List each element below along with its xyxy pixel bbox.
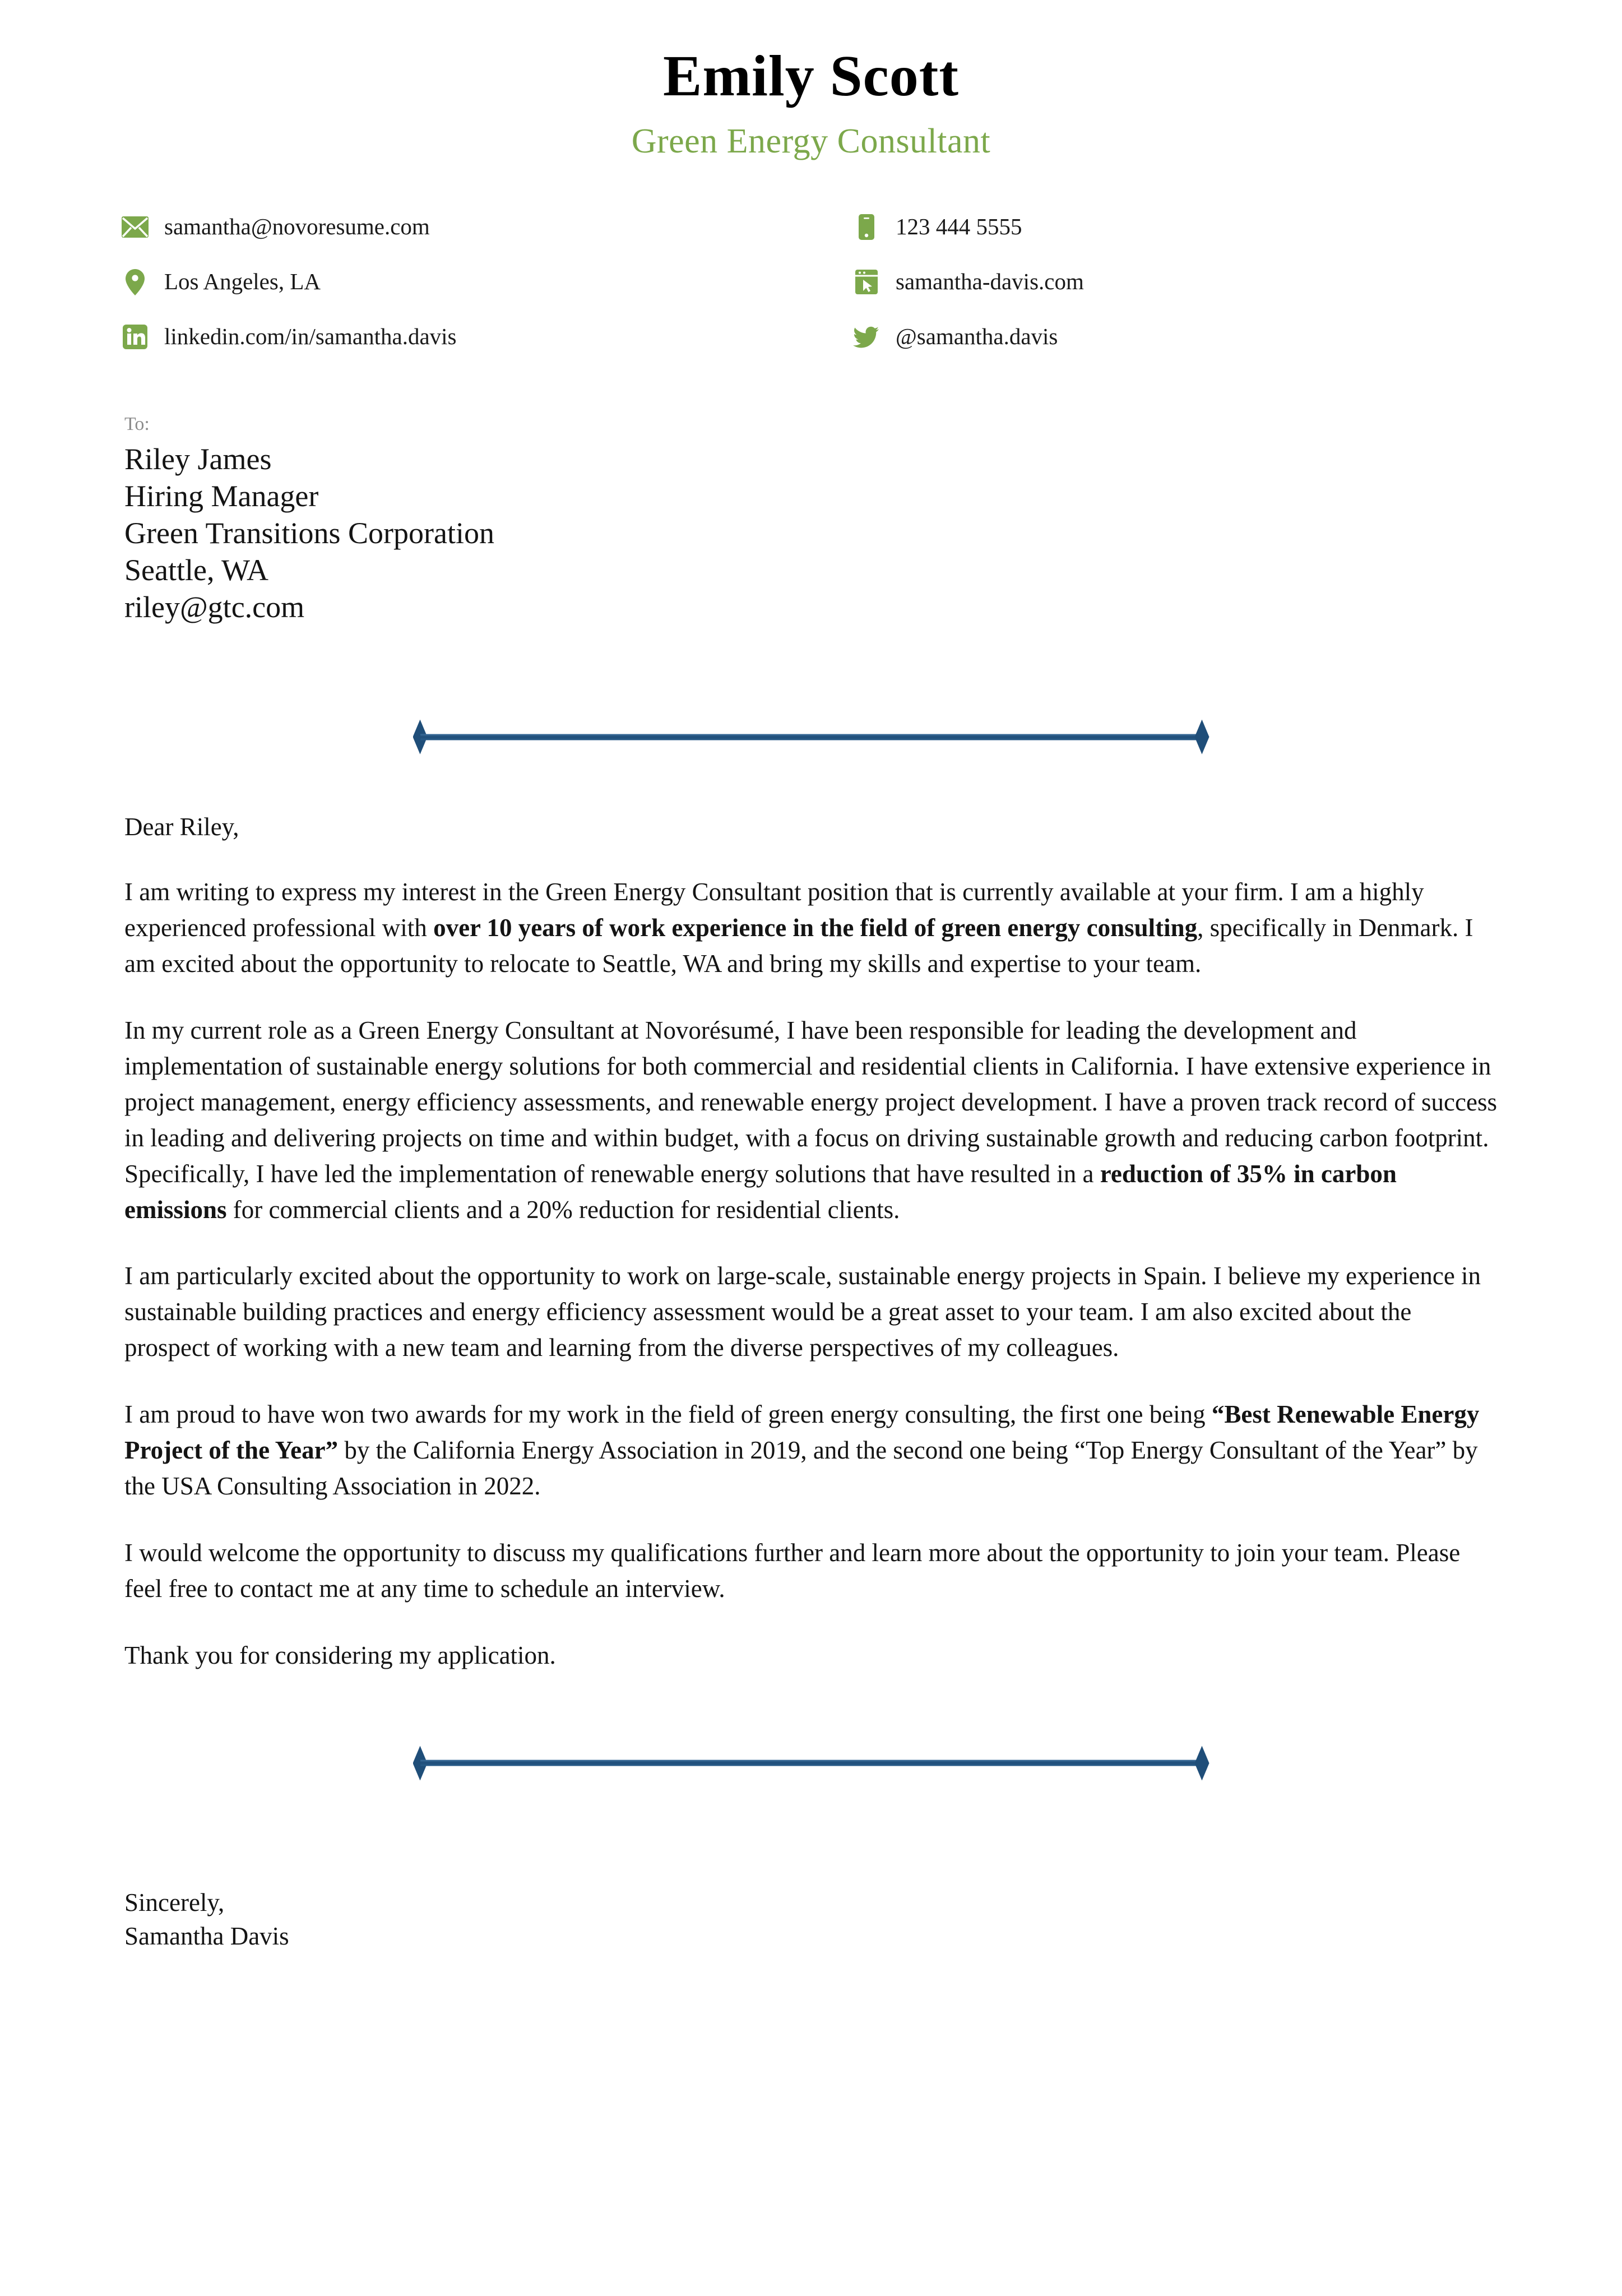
contact-item-linkedin[interactable]	[121, 319, 852, 355]
contact-phone-text: 123 444 5555	[896, 213, 1022, 239]
phone-icon	[852, 212, 881, 242]
letter-body	[0, 810, 1622, 1674]
paragraph-thanks: Thank you for considering my application.	[124, 1641, 556, 1669]
letter-header	[0, 0, 1622, 161]
contact-info	[0, 209, 1622, 355]
recipient-role: Hiring Manager	[124, 479, 319, 513]
recipient-location: Seattle, WA	[124, 553, 268, 587]
linkedin-icon	[121, 322, 150, 351]
location-pin-icon	[121, 267, 150, 297]
contact-linkedin-text: linkedin.com/in/samantha.davis	[164, 323, 457, 349]
divider-bar	[420, 734, 1202, 740]
contact-email-text: samantha@novoresume.com	[164, 213, 430, 239]
diamond-right-icon	[1195, 720, 1209, 754]
recipient-email: riley@gtc.com	[124, 590, 305, 624]
contact-location-text: Los Angeles, LA	[164, 268, 321, 294]
divider-bar	[420, 1760, 1202, 1766]
twitter-icon	[852, 322, 881, 351]
contact-website-text: samantha-davis.com	[896, 268, 1084, 294]
website-icon	[852, 267, 881, 297]
contact-item-twitter[interactable]	[852, 319, 1532, 355]
signature-closing: Sincerely,	[124, 1888, 225, 1917]
envelope-icon	[121, 212, 150, 242]
paragraph-experience: In my current role as a Green Energy Consultant at Novorésumé, I have been responsible for leading the development and implementation of sustainable energy solutions for both commercial and residential clients in California. I have extensive experience in project management, energy efficiency assessments, and renewable energy project development. I have a proven track record of success in leading and delivering projects on time and within budget, with a focus on driving sustainable growth and reducing carbon footprint. Specifically, I have led the implementation of renewable energy solutions that have resulted in a reduction of 35% in carbon emissions for commercial clients and a 20% reduction for residential clients.	[124, 1016, 1497, 1224]
contact-twitter-text: @samantha.davis	[896, 323, 1058, 349]
contact-item-website[interactable]	[852, 264, 1532, 300]
divider-top	[420, 720, 1202, 754]
recipient-block	[0, 413, 1622, 626]
paragraph-closing: I would welcome the opportunity to discuss my qualifications further and learn more about the opportunity to join your team. Please feel free to contact me at any time to schedule an interview.	[124, 1538, 1461, 1603]
divider-bottom	[420, 1746, 1202, 1780]
paragraph-intro: I am writing to express my interest in the Green Energy Consultant position that is currently available at your firm. I am a highly experienced professional with over 10 years of work experience in the field of green energy consulting, specifically in Denmark. I am excited about the opportunity to relocate to Seattle, WA and bring my skills and expertise to your team.	[124, 878, 1473, 978]
page-title: Emily Scott	[662, 44, 960, 108]
paragraph-awards: I am proud to have won two awards for my work in the field of green energy consulting, the first one being “Best Renewable Energy Project of the Year” by the California Energy Association in 2019, and the second one being “Top Energy Consultant of the Year” by the USA Consulting Association in 2022.	[124, 1400, 1480, 1500]
signature-name: Samantha Davis	[124, 1922, 289, 1950]
recipient-name: Riley James	[124, 442, 272, 476]
contact-item-email[interactable]	[121, 209, 852, 245]
signature-block	[0, 1886, 1622, 1953]
contact-item-location[interactable]	[121, 264, 852, 300]
paragraph-motivation: I am particularly excited about the opportunity to work on large-scale, sustainable energy projects in Spain. I believe my experience in sustainable building practices and energy efficiency assessment would be a great asset to your team. I am also excited about the prospect of working with a new team and learning from the diverse perspectives of my colleagues.	[124, 1262, 1481, 1362]
to-label: To:	[124, 413, 150, 434]
diamond-right-icon	[1195, 1746, 1209, 1780]
salutation: Dear Riley,	[124, 812, 239, 841]
contact-item-phone[interactable]	[852, 209, 1532, 245]
recipient-company: Green Transitions Corporation	[124, 516, 494, 550]
job-title: Green Energy Consultant	[631, 122, 991, 161]
